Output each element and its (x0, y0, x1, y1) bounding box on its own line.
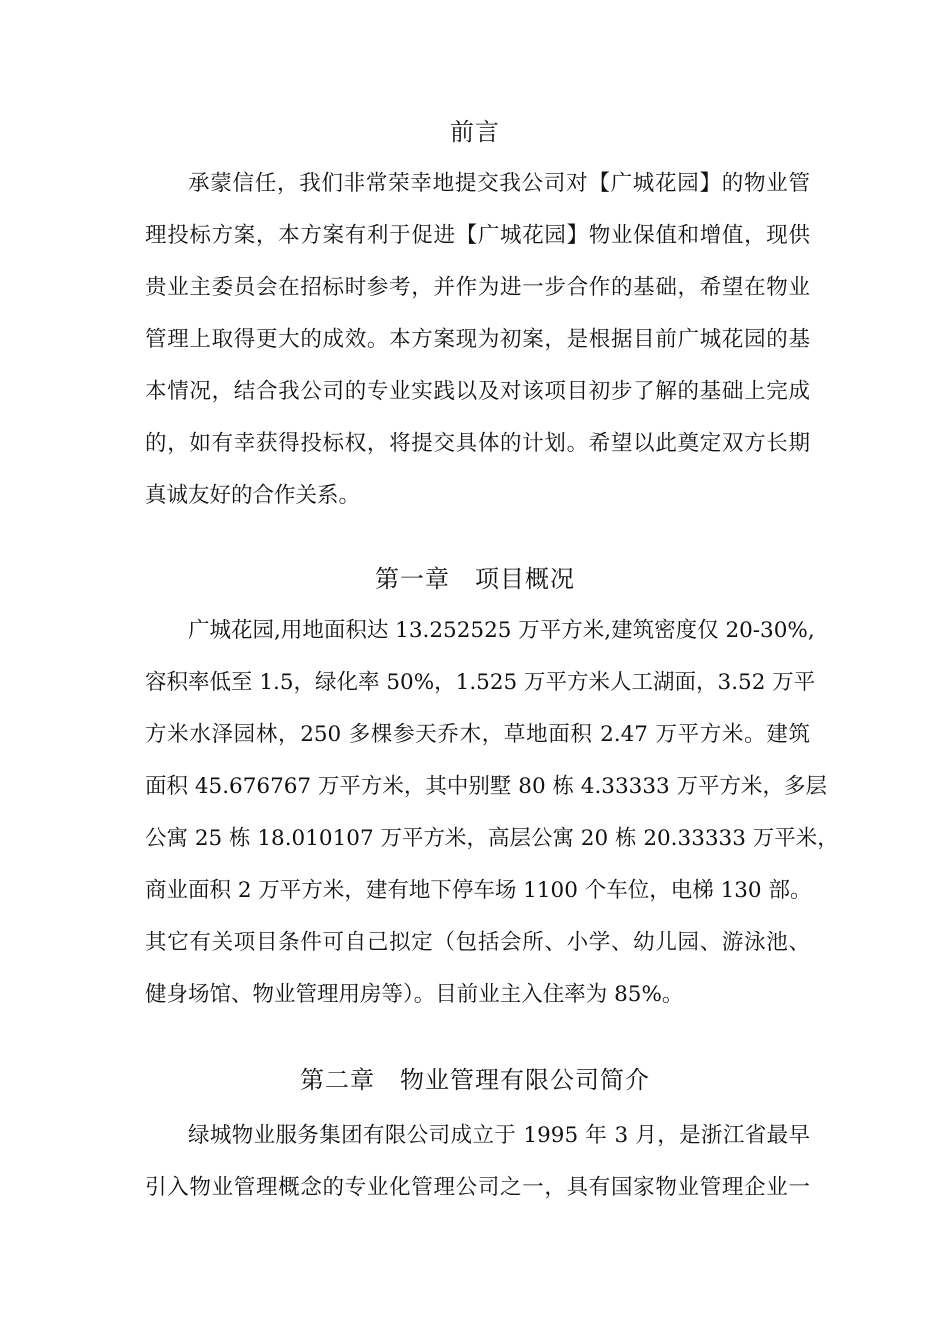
paragraph-line: 真诚友好的合作关系。 (145, 483, 361, 508)
paragraph-line: 公寓 25 栋 18.010107 万平方米，高层公寓 20 栋 20.33333 万平米， (145, 826, 839, 851)
paragraph-line: 的，如有幸获得投标权，将提交具体的计划。希望以此奠定双方长期 (145, 431, 810, 456)
paragraph-line: 广城花园,用地面积达 13.252525 万平方米,建筑密度仅 20-30%, (188, 618, 815, 643)
chapter-2-paragraph (145, 1110, 810, 1214)
paragraph-line: 贵业主委员会在招标时参考，并作为进一步合作的基础，希望在物业 (145, 275, 810, 300)
section-title-chapter-1: 第一章 项目概况 (375, 565, 575, 593)
paragraph-line: 商业面积 2 万平方米，建有地下停车场 1100 个车位，电梯 130 部。 (145, 878, 812, 903)
paragraph-line: 绿城物业服务集团有限公司成立于 1995 年 3 月，是浙江省最早 (188, 1123, 810, 1148)
paragraph-line: 管理上取得更大的成效。本方案现为初案，是根据目前广城花园的基 (145, 327, 810, 352)
paragraph-line: 方米水泽园林，250 多棵参天乔木，草地面积 2.47 万平方米。建筑 (145, 722, 810, 747)
section-title-chapter-2: 第二章 物业管理有限公司简介 (300, 1066, 650, 1094)
paragraph-line: 健身场馆、物业管理用房等）。目前业主入住率为 85%。 (145, 982, 684, 1007)
preface-paragraph (145, 158, 810, 522)
paragraph-line: 理投标方案，本方案有利于促进【广城花园】物业保值和增值，现供 (145, 223, 810, 248)
paragraph-line: 本情况，结合我公司的专业实践以及对该项目初步了解的基础上完成 (145, 379, 810, 404)
paragraph-line: 容积率低至 1.5，绿化率 50%，1.525 万平方米人工湖面，3.52 万平 (145, 670, 816, 695)
paragraph-line: 承蒙信任，我们非常荣幸地提交我公司对【广城花园】的物业管 (188, 171, 810, 196)
paragraph-line: 引入物业管理概念的专业化管理公司之一，具有国家物业管理企业一 (145, 1175, 810, 1200)
paragraph-line: 面积 45.676767 万平方米，其中别墅 80 栋 4.33333 万平方米，多层 (145, 774, 828, 799)
chapter-1-paragraph (145, 605, 839, 1021)
section-title-preface: 前言 (450, 118, 500, 146)
paragraph-line: 其它有关项目条件可自己拟定（包括会所、小学、幼儿园、游泳池、 (145, 930, 810, 955)
